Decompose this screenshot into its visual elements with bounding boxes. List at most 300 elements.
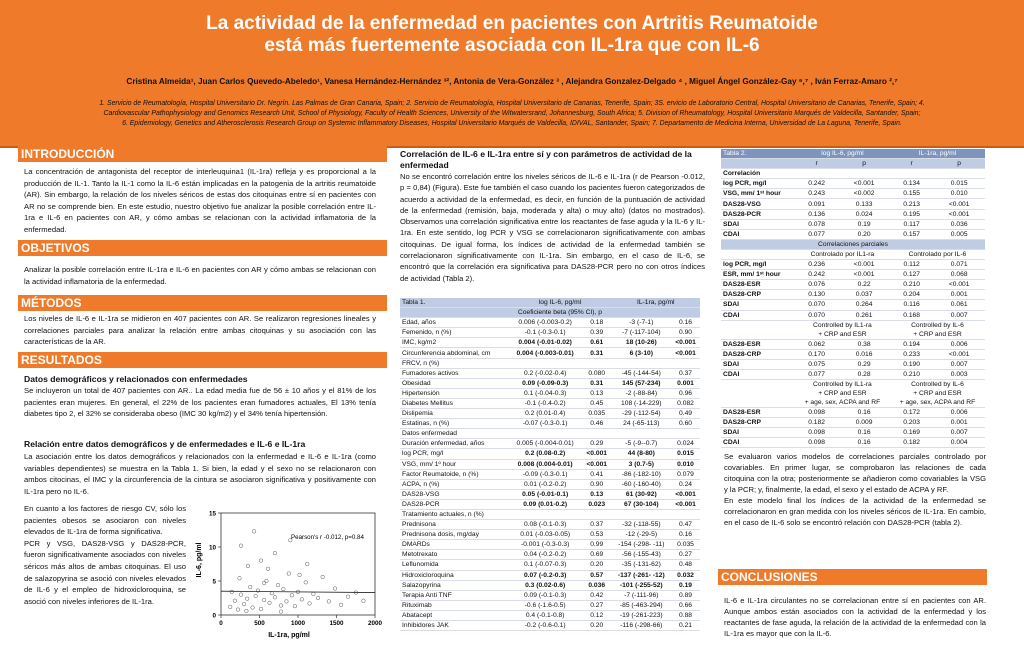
data-point: [290, 593, 294, 597]
table-cell: 0.96: [671, 388, 700, 398]
table-cell: <0.001: [838, 179, 890, 189]
table-cell: -35 (-131-62): [612, 560, 672, 570]
table-row: [400, 469, 700, 479]
table-1-col-sub: Coeficiente beta (95% CI), p: [508, 308, 611, 318]
table-cell: 0.079: [671, 469, 700, 479]
table-cell: 0.08 (-0.1-0.3): [508, 520, 582, 530]
table-cell: <0.001: [933, 349, 985, 359]
table-2-subheader: [721, 159, 985, 169]
table-cell: 0.01 (-0.2-0.2): [508, 479, 582, 489]
table-cell: 0.210: [890, 280, 933, 290]
table-row: [721, 199, 985, 209]
table-cell: IMC, kg/m2: [400, 338, 508, 348]
table-row: [400, 621, 700, 631]
table-cell: 0.005: [933, 229, 985, 239]
table-cell: 0.194: [890, 339, 933, 349]
table-row: [400, 388, 700, 398]
table-cell: 0.098: [795, 407, 838, 417]
table-cell: 0.004 (-0.003-0.01): [508, 348, 582, 358]
resultados-subheading-1: Datos demográficos y relacionados con enfermedades: [24, 374, 248, 384]
table-cell: <0.001: [671, 348, 700, 358]
table-cell: <0.001: [838, 260, 890, 270]
resultados-text-1: Se incluyeron un total de 407 pacientes con AR.. La edad media fue de 56 ± 10 años y el 81% de los pacientes eran mujeres. En general, el 22% de los pacientes eran fumadores actuales, El 13% tenía diabetes tipo 2, el 32% se consideraba obeso (IMC 30 kg/m2) y el 34% tenía hipertensión.: [24, 386, 376, 419]
table-row: [400, 580, 700, 590]
table-control-row: [721, 379, 985, 407]
table-cell: 0.062: [795, 339, 838, 349]
title-line-2: está más fuertemente asociada con IL-1ra que con IL-6: [264, 35, 760, 56]
table-cell: -12 (-29-5): [612, 530, 672, 540]
table-cell: 0.082: [671, 398, 700, 408]
data-point: [248, 585, 252, 589]
table-cell: 0.3 (0.02-0.6): [508, 580, 582, 590]
table-row: [721, 300, 985, 310]
table-cell: -19 (-261-223): [612, 610, 672, 620]
table-cell: -137 (-261- -12): [612, 570, 672, 580]
table-cell: log PCR, mg/l: [721, 179, 795, 189]
table-cell: 0.006: [933, 339, 985, 349]
table-cell: 24 (-65-113): [612, 419, 672, 429]
data-point: [268, 601, 272, 605]
table-row: [400, 530, 700, 540]
table-cell: [671, 358, 700, 368]
table-cell: Inhibidores JAK: [400, 621, 508, 631]
table-cell: 0.078: [795, 219, 838, 229]
table-cell: Hidroxicloroquina: [400, 570, 508, 580]
poster-header: [0, 0, 1024, 148]
data-point: [251, 606, 255, 610]
table-cell: 0.99: [582, 540, 612, 550]
table-cell: Metotrexato: [400, 550, 508, 560]
table-control-label: Controlled by IL1-ra + CRP and ESR + age, sex, ACPA and RF: [795, 379, 890, 407]
table-cell: 0.09 (0.01-0.2): [508, 499, 582, 509]
table-cell: DMARDs: [400, 540, 508, 550]
metodos-text: Los niveles de IL-6 e IL-1ra se midieron en 407 pacientes con AR. Se realizaron regresiones lineales y correlaciones parciales para analizar la relación entre ambas citoquinas y su asociación con las características de la AR.: [24, 314, 376, 347]
table-cell: 44 (8-80): [612, 449, 672, 459]
table-cell: 0.036: [933, 219, 985, 229]
table-cell: -2 (-88-84): [612, 388, 672, 398]
table-1-col-il1ra: IL-1ra, pg/ml: [612, 298, 701, 308]
table-cell: 67 (30-104): [612, 499, 672, 509]
table-cell: 0.036: [582, 580, 612, 590]
table-row: [721, 310, 985, 320]
table-cell: 0.29: [838, 359, 890, 369]
resultados-text-2: La asociación entre los datos demográficos y relacionados con la enfermedad e IL-6 e IL-1ra (como variables dependientes) se muestra en la Tabla 1. Si bien, la edad y el sexo no se relacionaron con ambos citocinas, el IMC y la circunferencia de la cintura se asociaron significativa y positivamente con IL-1ra pero no IL-6.: [24, 452, 376, 496]
table-cell: 0.49: [671, 409, 700, 419]
y-tick-label: 0: [212, 612, 216, 620]
data-point: [327, 600, 331, 604]
table-cell: DAS28-ESR: [721, 407, 795, 417]
table-cell: 0.90: [582, 479, 612, 489]
table-cell: 0.182: [795, 418, 838, 428]
table-cell: [671, 509, 700, 519]
affiliation-line: 6. Epidemiology, Genetics and Atherosclerosis Research Group on Systemic Inflammatory Diseases, Hospital Universitario Marqués de Valdecilla, IDIVAL, Santander, Spain; 7. Departamento de Medicina Interna, Universidad de La Laguna, Tenerife, Spain.: [122, 120, 902, 127]
table-cell: 0.168: [890, 310, 933, 320]
table-cell: 0.117: [890, 219, 933, 229]
data-point: [245, 597, 249, 601]
table-row: [400, 439, 700, 449]
data-point: [262, 581, 266, 585]
table-cell: 0.27: [671, 550, 700, 560]
table-cell: Circunferencia abdominal, cm: [400, 348, 508, 358]
data-point: [333, 587, 337, 591]
data-point: [254, 594, 258, 598]
table-cell: 0.01 (-0.03-0.05): [508, 530, 582, 540]
data-point: [246, 564, 250, 568]
table-2-r: r: [795, 159, 838, 169]
table-cell: 0.071: [933, 260, 985, 270]
table-row: [721, 428, 985, 438]
table-cell: 0.015: [671, 449, 700, 459]
y-tick-label: 10: [208, 544, 216, 552]
table-control-label: Controlado por IL1-ra: [795, 249, 890, 259]
data-point: [316, 596, 320, 600]
table-cell: 0.004: [933, 438, 985, 448]
table-cell: 0.001: [933, 418, 985, 428]
table-cell: 0.264: [838, 300, 890, 310]
table-row: [721, 339, 985, 349]
table-cell: [612, 358, 672, 368]
table-cell: -0.07 (-0.3-0.1): [508, 419, 582, 429]
table-section-label: Correlaciones parciales: [721, 239, 985, 249]
table-cell: 0.127: [890, 270, 933, 280]
table-row: [721, 219, 985, 229]
table-cell: 0.46: [582, 419, 612, 429]
conclusiones-text: IL-6 e IL-1ra circulantes no se correlacionan entre sí en pacientes con AR. Aunque ambos están asociados con la actividad de la enfermedad y los reactantes de fase aguda, la relación de la actividad de la enfermedad con la IL-1ra es mayor que con la IL-6.: [724, 596, 986, 638]
data-point: [279, 604, 283, 608]
table-cell: -0.001 (-0.3-0.3): [508, 540, 582, 550]
section-heading-resultados: RESULTADOS: [18, 352, 387, 368]
table-cell: -45 (-144-54): [612, 368, 672, 378]
data-point: [273, 551, 277, 555]
table-row: [400, 499, 700, 509]
table-cell: FRCV, n (%): [400, 358, 508, 368]
table-cell: Prednisona dosis, mg/day: [400, 530, 508, 540]
table-cell: 0.213: [890, 199, 933, 209]
authors: Cristina Almeida¹, Juan Carlos Quevedo-Abeledo¹, Vanesa Hernández-Hernández ³², Antonia de Vera-González ³ , Alejandra Gonzalez-Delgado ⁴ , Miguel Ángel González-Gay ⁶,⁷ , Iván Ferraz-Amaro ²,⁷: [126, 77, 898, 86]
table-row: [400, 590, 700, 600]
data-point: [273, 596, 277, 600]
table-cell: [582, 358, 612, 368]
table-row: [400, 489, 700, 499]
table-cell: 0.001: [671, 378, 700, 388]
table-cell: Estatinas, n (%): [400, 419, 508, 429]
table-cell: 0.29: [582, 439, 612, 449]
table-2-col-il6: log IL-6, pg/ml: [795, 149, 890, 159]
table-cell: 0.07 (-0.2-0.3): [508, 570, 582, 580]
table-cell: 0.2 (0.01-0.4): [508, 409, 582, 419]
data-point: [308, 602, 312, 606]
table-row: [400, 419, 700, 429]
data-point: [245, 609, 249, 613]
table-cell: CDAI: [721, 229, 795, 239]
table-cell: 0.007: [933, 359, 985, 369]
data-point: [242, 602, 246, 606]
data-point: [238, 576, 242, 580]
y-axis-label: IL-6, pg/ml: [196, 542, 203, 578]
table-cell: 0.37: [671, 368, 700, 378]
table-cell: <0.001: [582, 449, 612, 459]
table-row: [721, 418, 985, 428]
table-cell: 0.112: [890, 260, 933, 270]
table-section-row: [721, 239, 985, 249]
data-point: [239, 593, 243, 597]
table-1: [400, 298, 700, 631]
table-cell: SDAI: [721, 428, 795, 438]
scatter-plot: [193, 505, 383, 640]
title-line-1: La actividad de la enfermedad en pacientes con Artritis Reumatoide: [206, 13, 818, 34]
table-cell: [508, 429, 582, 439]
table-cell: Femenido, n (%): [400, 328, 508, 338]
table-cell: -86 (-182-10): [612, 469, 672, 479]
table-cell: <0.001: [838, 270, 890, 280]
table-cell: Diabetes Mellitus: [400, 398, 508, 408]
table-cell: 0.13: [582, 489, 612, 499]
table-cell: 0.31: [582, 378, 612, 388]
table-cell: 0.16: [838, 438, 890, 448]
table-cell: 0.006 (-0.003-0.2): [508, 318, 582, 328]
table-cell: 0.41: [582, 469, 612, 479]
table-cell: SDAI: [721, 219, 795, 229]
table-cell: 0.009: [838, 418, 890, 428]
table-cell: 145 (57-234): [612, 378, 672, 388]
resultados-text-3: En cuanto a los factores de riesgo CV, sólo los pacientes obesos se asociaron con niveles elevados de IL-1ra de forma significativa. PCR y VSG, DAS28-VSG y DAS28-PCR, fueron significativamente asociados con niveles séricos más altos de ambas citoquinas. El uso de salazopyrina se asoció con niveles elevados de IL-6 y el empleo de hidroxicloroquina, se asoció con niveles inferiores de IL-1ra.: [24, 504, 186, 606]
table-cell: Prednisona: [400, 520, 508, 530]
table-cell: Tratamiento actuales, n (%): [400, 509, 508, 519]
table-row: [721, 209, 985, 219]
table-cell: -0.09 (-0.3-0.1): [508, 469, 582, 479]
table-cell: Abatacept: [400, 610, 508, 620]
table-cell: 0.169: [890, 428, 933, 438]
correlacion-text: No se encontró correlación entre los niveles séricos de IL-6 e IL-1ra (r de Pearson -0.012, p = 0,84) (Figura). Este fue también el caso cuando los pacientes fueron categorizados de acuerdo a actividad de la enfermedad, es decir, en función de la puntuación de actividad de la enfermedad (remisión, baja, moderada y alta) o muy alto) (datos no mostrados). Observamos una correlación significativa entre los reactantes de fase aguda y la IL-6 y IL-1ra. En este sentido, log PCR y VSG se correlacionaron significativamente con ambas citoquinas. De igual forma, los índices de actividad de la enfermedad también se correlacionaron significativamente con IL-1ra. Sin embargo, en el caso de IL-6, se encontró que la correlación era significativa para DAS28-PCR pero no con otros índices de actividad (Tabla 2).: [400, 172, 705, 283]
table-cell: -32 (-118-55): [612, 520, 672, 530]
table-cell: 0.195: [890, 209, 933, 219]
section-heading-introduccion: INTRODUCCIÓN: [18, 146, 387, 162]
data-point: [300, 598, 304, 602]
data-point: [259, 607, 263, 611]
table-cell: DAS28-PCR: [721, 209, 795, 219]
table-cell: 0.60: [671, 419, 700, 429]
table-cell: ESR, mm/ 1ˢᵗ hour: [721, 270, 795, 280]
table-cell: 0.004 (-0.01-0.02): [508, 338, 582, 348]
table-cell: 0.024: [671, 439, 700, 449]
table-cell: -3 (-7-1): [612, 318, 672, 328]
table-row: [400, 540, 700, 550]
data-point: [304, 581, 308, 585]
table-cell: <0.001: [671, 489, 700, 499]
table-cell: 0.037: [838, 290, 890, 300]
table-cell: 0.42: [582, 590, 612, 600]
table-cell: 0.16: [838, 407, 890, 417]
table-cell: <0.001: [933, 280, 985, 290]
table-cell: 0.068: [933, 270, 985, 280]
table-cell: -0.6 (-1.6-0.5): [508, 600, 582, 610]
table-cell: Factor Reumatoide, n (%): [400, 469, 508, 479]
table-cell: [612, 429, 672, 439]
table-control-label: Controlled by IL-6 + CRP and ESR: [890, 320, 985, 339]
table-cell: Edad, años: [400, 318, 508, 328]
table-cell: 0.170: [795, 349, 838, 359]
table-cell: 0.04 (-0.2-0.2): [508, 550, 582, 560]
table-cell: -0.2 (-0.6-0.1): [508, 621, 582, 631]
table-cell: DAS28-ESR: [721, 280, 795, 290]
table-cell: 0.90: [671, 328, 700, 338]
table-cell: -85 (-463-294): [612, 600, 672, 610]
data-point: [279, 610, 283, 614]
x-axis-label: IL-1ra, pg/ml: [268, 632, 310, 639]
table-cell: [582, 429, 612, 439]
table-cell: 0.47: [671, 520, 700, 530]
affiliation-line: Cardiovascular Pathophysiology and Genomics Research Unit, School of Physiology, Faculty of Health Sciences, University of the Witwatersrand, Johannesburg, South Africa; 5. Division of Rheumatology, Hospital Universitario Marqués de Valdecilla, Santander, Spain;: [103, 110, 921, 117]
table-cell: log PCR, mg/l: [721, 260, 795, 270]
table-row: [400, 520, 700, 530]
table-cell: 0.09 (-0.1-0.3): [508, 590, 582, 600]
x-tick-label: 1500: [329, 620, 344, 627]
table-cell: 0.66: [671, 600, 700, 610]
table-cell: <0.002: [838, 189, 890, 199]
fit-line: [221, 591, 375, 592]
table-2-r: r: [890, 159, 933, 169]
data-point: [262, 598, 266, 602]
table-row: [400, 509, 700, 519]
table-control-row: [721, 320, 985, 339]
table-cell: <0.001: [671, 338, 700, 348]
table-cell: 0.204: [890, 290, 933, 300]
table-row: [400, 368, 700, 378]
table-cell: <0.001: [933, 209, 985, 219]
table-cell: 0.157: [890, 229, 933, 239]
table-row: [400, 409, 700, 419]
table-control-label: Controlled by IL-6 + CRP and ESR + age, sex, ACPA and RF: [890, 379, 985, 407]
table-cell: 0.19: [671, 580, 700, 590]
table-row: [400, 348, 700, 358]
plot-frame: [221, 513, 375, 615]
table-row: [400, 358, 700, 368]
table-cell: 0.008 (0.004-0.01): [508, 459, 582, 469]
table-row: [400, 459, 700, 469]
table-cell: 0.18: [582, 318, 612, 328]
data-point: [312, 592, 316, 596]
table-cell: 18 (10-26): [612, 338, 672, 348]
data-point: [252, 530, 256, 534]
table-2-col-il1ra: IL-1ra, pg/ml: [890, 149, 985, 159]
table-row: [721, 438, 985, 448]
data-point: [259, 559, 263, 563]
table-cell: 0.024: [838, 209, 890, 219]
table-cell: 0.16: [671, 318, 700, 328]
x-tick-label: 1000: [290, 620, 306, 627]
table-row: [721, 349, 985, 359]
table-cell: 0.4 (-0.1-0.8): [508, 610, 582, 620]
table-cell: 0.2 (-0.02-0.4): [508, 368, 582, 378]
table-row: [400, 550, 700, 560]
table-cell: 0.22: [838, 280, 890, 290]
table-control-label: Controlled by IL1-ra + CRP and ESR: [795, 320, 890, 339]
table-cell: -5 (-9--0.7): [612, 439, 672, 449]
section-heading-metodos: MÉTODOS: [18, 295, 387, 311]
table-cell: 0.133: [838, 199, 890, 209]
table-cell: 0.076: [795, 280, 838, 290]
table-cell: Leflunomida: [400, 560, 508, 570]
data-point: [233, 599, 237, 603]
table-cell: 0.005 (-0.004-0.01): [508, 439, 582, 449]
table-cell: 0.001: [933, 290, 985, 300]
table-cell: DAS28-ESR: [721, 339, 795, 349]
table-cell: -0.1 (-0.4-0.2): [508, 398, 582, 408]
table-cell: 0.077: [795, 229, 838, 239]
table-cell: Salazopyrina: [400, 580, 508, 590]
table-1-col-il6: log IL-6, pg/ml: [508, 298, 611, 308]
table-row: [400, 378, 700, 388]
table-cell: 0.070: [795, 310, 838, 320]
table-row: [721, 407, 985, 417]
table-cell: -56 (-155-43): [612, 550, 672, 560]
table-row: [400, 328, 700, 338]
table-cell: Datos enfermedad: [400, 429, 508, 439]
table-cell: 0.05 (-0.01-0.1): [508, 489, 582, 499]
table-cell: 0.19: [838, 219, 890, 229]
objetivos-text: Analizar la posible correlación entre IL-1ra e IL-6 en pacientes con AR y cómo ambas se relacionan con la actividad inflamatoria de la enfermedad.: [24, 265, 376, 286]
table-1-caption: Tabla 1.: [400, 298, 508, 308]
table-cell: [508, 358, 582, 368]
data-point: [305, 562, 309, 566]
table-cell: 0.88: [671, 610, 700, 620]
table-cell: CDAI: [721, 310, 795, 320]
table-row: [721, 290, 985, 300]
table-cell: CDAI: [721, 369, 795, 379]
table-cell: 0.172: [890, 407, 933, 417]
data-point: [276, 583, 280, 587]
table-cell: 0.48: [671, 560, 700, 570]
table-cell: 0.20: [838, 229, 890, 239]
table-cell: SDAI: [721, 300, 795, 310]
table-cell: VSG, mm/ 1º hour: [400, 459, 508, 469]
table-row: [400, 429, 700, 439]
table-cell: 0.210: [890, 369, 933, 379]
table-cell: [671, 429, 700, 439]
table-cell: 0.39: [582, 328, 612, 338]
correlation-annotation: Pearson's r -0.012, p=0.84: [291, 534, 364, 541]
data-point: [266, 567, 270, 571]
table-cell: 0.45: [582, 398, 612, 408]
table-cell: 0.27: [582, 600, 612, 610]
table-row: [400, 560, 700, 570]
table-cell: 0.20: [582, 621, 612, 631]
table-cell: -101 (-255-52): [612, 580, 672, 590]
table-2-caption: Tabla 2.: [721, 149, 795, 159]
table-row: [400, 610, 700, 620]
table-cell: 0.035: [671, 540, 700, 550]
table-cell: 0.21: [671, 621, 700, 631]
table-cell: 0.077: [795, 369, 838, 379]
table-cell: 0.2 (0.08-0.2): [508, 449, 582, 459]
table-cell: DAS28-CRP: [721, 349, 795, 359]
table-row: [721, 260, 985, 270]
table-row: [400, 398, 700, 408]
table-cell: 0.015: [933, 179, 985, 189]
table-cell: -60 (-160-40): [612, 479, 672, 489]
table-cell: 0.010: [933, 189, 985, 199]
section-heading-conclusiones: CONCLUSIONES: [718, 569, 987, 585]
table-cell: -7 (-117-104): [612, 328, 672, 338]
table-cell: DAS28-PCR: [400, 499, 508, 509]
table-cell: 0.13: [582, 388, 612, 398]
table-cell: 0.010: [671, 459, 700, 469]
table-2-p: p: [933, 159, 985, 169]
table-cell: -116 (-298-66): [612, 621, 672, 631]
table-cell: 0.31: [582, 348, 612, 358]
table-cell: Duración enfermedad, años: [400, 439, 508, 449]
table-cell: 0.003: [933, 369, 985, 379]
